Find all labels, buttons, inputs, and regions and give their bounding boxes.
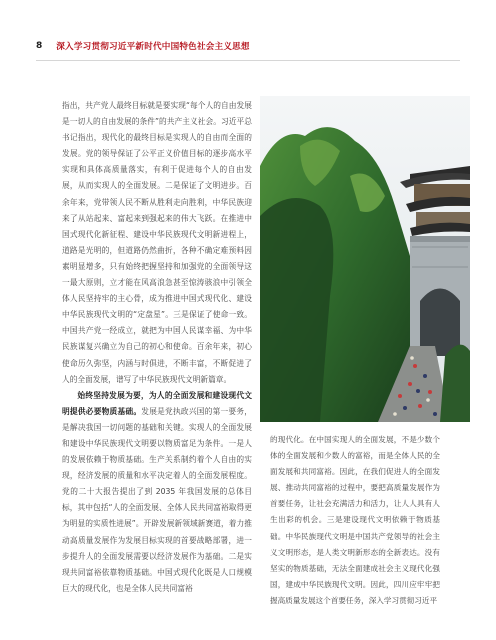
photo-illustration <box>260 96 470 422</box>
city-gate-icon <box>410 236 470 356</box>
header-title: 深入学习贯彻习近平新时代中国特色社会主义思想 <box>56 42 250 52</box>
paragraph-1: 指出，共产党人最终目标就是要实现“每个人的自由发展是一切人的自由发展的条件”的共产主义社会。习近平总书记指出，现代化的最终目标是实现人的自由而全面的发展。党的领导保证了公平正义价值目标的逐步高水平实现和具体高质量落实，有利于促进每个人的自由发展，从而实现人的全面发展。二是保证了文明进步。百余年来，党带领人民不断从胜利走向胜利，中华民族迎来了从站起来、富起来到强起来的伟大飞跃。在推进中国式现代化新征程、建设中华民族现代文明新进程上，道路是光明的，但道路仍然曲折，各种不确定难预料因素明显增多，只有始终把握坚持和加强党的全面领导这一最大原则，立才能在风高浪急甚至惊涛骇浪中引领全体人民坚持牢的主心骨，成为推进中国式现代化、建设中华民族现代文明的“定盘星”。三是保证了使命一致。中国共产党一经成立，就把为中国人民谋幸福、为中华民族谋复兴确立为自己的初心和使命。百余年来，初心使命历久弥坚，内涵与时俱进，不断丰富，不断促进了人的全面发展，谱写了中华民族现代文明新篇章。 <box>62 101 252 384</box>
right-column <box>270 432 440 609</box>
right-paragraph: 的现代化。在中国实现人的全面发展，不是少数个体的全面发展和少数人的富裕，而是全体人民的全面发展和共同富裕。因此，在我们促进人的全面发展、推动共同富裕的过程中，要把高质量发展作为首要任务，让社会充满活力和活力，让人人具有人生出彩的机会。三是建设现代文明依赖于物质基础。中华民族现代文明是中国共产党领导的社会主义文明形态，是人类文明新形态的全新表达。没有坚实的物质基础，无法全面建成社会主义现代化强国，建成中华民族现代文明。因此，四川应牢牢把握高质量发展这个首要任务，深入学习贯彻习近平 <box>270 435 440 605</box>
paragraph-2-body: 发展是党执政兴国的第一要务，是解决我国一切问题的基础和关键。实现人的全面发展和建设中华民族现代文明要以物质富足为条件。一是人的发展依赖于物质基础。生产关系制约着个人自由的实现，经济发展的质量和水平决定着人的全面发展程度。党的二十大报告提出了到 2035 年我国发展的总体目标，其中包括“人的全面发展、全体人民共同富裕取得更为明显的实质性进展”。开辟发展新领域新赛道，着力推动高质量发展作为发展目标实现的首要战略部署，进一步提升人的全面发展需要以经济发展作为基础。二是实现共同富裕依靠物质基础。中国式现代化既是人口规模巨大的现代化，也是全体人民共同富裕 <box>62 406 252 593</box>
mountain-pavilion-photo-icon <box>260 96 470 422</box>
paragraph-2 <box>62 388 252 597</box>
header-rule <box>36 60 460 61</box>
page-number: 8 <box>36 41 43 51</box>
running-header <box>36 38 250 54</box>
left-column <box>62 98 252 597</box>
paragraph-2-heading: 始终坚持发展为要，为人的全面发展和建设现代文明提供必要物质基础。 <box>62 390 252 416</box>
